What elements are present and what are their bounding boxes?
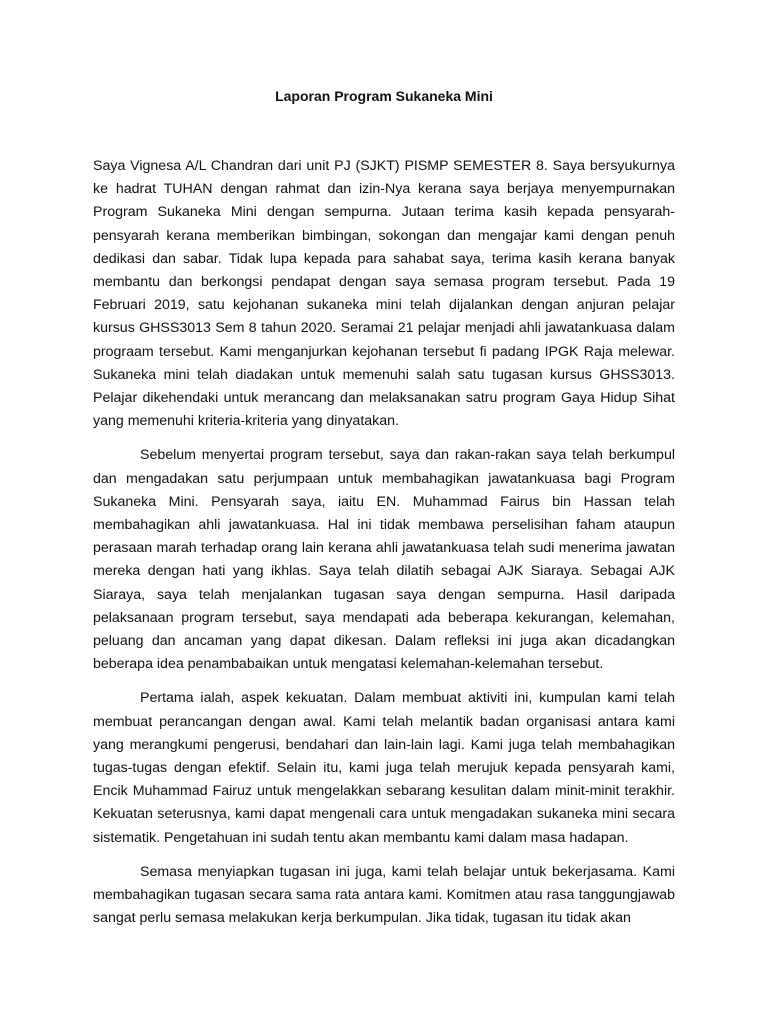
document-body: [93, 155, 675, 942]
paragraph-teamwork: Semasa menyiapkan tugasan ini juga, kami telah belajar untuk bekerjasama. Kami membahagikan tugasan secara sama rata antara kami. Komitmen atau rasa tanggungjawab sangat perlu semasa melakukan kerja berkumpulan. Jika tidak, tugasan itu tidak akan: [93, 863, 675, 927]
document-title: Laporan Program Sukaneka Mini: [275, 88, 493, 104]
paragraph-introduction: Saya Vignesa A/L Chandran dari unit PJ (SJKT) PISMP SEMESTER 8. Saya bersyukurnya ke hadrat TUHAN dengan rahmat dan izin-Nya kerana saya berjaya menyempurnakan Program Sukaneka Mini dengan sempurna. Jutaan terima kasih kepada pensyarah-pensyarah kerana memberikan bimbingan, sokongan dan mengajar kami dengan penuh dedikasi dan sabar. Tidak lupa kepada para sahabat saya, terima kasih kerana banyak membantu dan berkongsi pendapat dengan saya semasa program tersebut. Pada 19 Februari 2019, satu kejohanan sukaneka mini telah dijalankan dengan anjuran pelajar kursus GHSS3013 Sem 8 tahun 2020. Seramai 21 pelajar menjadi ahli jawatankuasa dalam prograam tersebut. Kami menganjurkan kejohanan tersebut fi padang IPGK Raja melewar. Sukaneka mini telah diadakan untuk memenuhi salah satu tugasan kursus GHSS3013. Pelajar dikehendaki untuk merancang dan melaksanakan satru program Gaya Hidup Sihat yang memenuhi kriteria-kriteria yang dinyatakan.: [93, 158, 675, 430]
paragraph-committee: Sebelum menyertai program tersebut, saya dan rakan-rakan saya telah berkumpul dan mengadakan satu perjumpaan untuk membahagikan jawatankuasa bagi Program Sukaneka Mini. Pensyarah saya, iaitu EN. Muhammad Fairus bin Hassan telah membahagikan ahli jawatankuasa. Hal ini tidak membawa perselisihan faham ataupun perasaan marah terhadap orang lain kerana ahli jawatankuasa telah sudi menerima jawatan mereka dengan hati yang ikhlas. Saya telah dilatih sebagai AJK Siaraya. Sebagai AJK Siaraya, saya telah menjalankan tugasan saya dengan sempurna. Hasil daripada pelaksanaan program tersebut, saya mendapati ada beberapa kekurangan, kelemahan, peluang dan ancaman yang dapat dikesan. Dalam refleksi ini juga akan dicadangkan beberapa idea penambabaikan untuk mengatasi kelemahan-kelemahan tersebut.: [93, 447, 675, 673]
paragraph-strengths: Pertama ialah, aspek kekuatan. Dalam membuat aktiviti ini, kumpulan kami telah membuat perancangan dengan awal. Kami telah melantik badan organisasi antara kami yang merangkumi pengerusi, bendahari dan lain-lain lagi. Kami juga telah membahagikan tugas-tugas dengan efektif. Selain itu, kami juga telah merujuk kepada pensyarah kami, Encik Muhammad Fairuz untuk mengelakkan sebarang kesulitan dalam minit-minit terakhir. Kekuatan seterusnya, kami dapat mengenali cara untuk mengadakan sukaneka mini secara sistematik. Pengetahuan ini sudah tentu akan membantu kami dalam masa hadapan.: [93, 690, 675, 846]
